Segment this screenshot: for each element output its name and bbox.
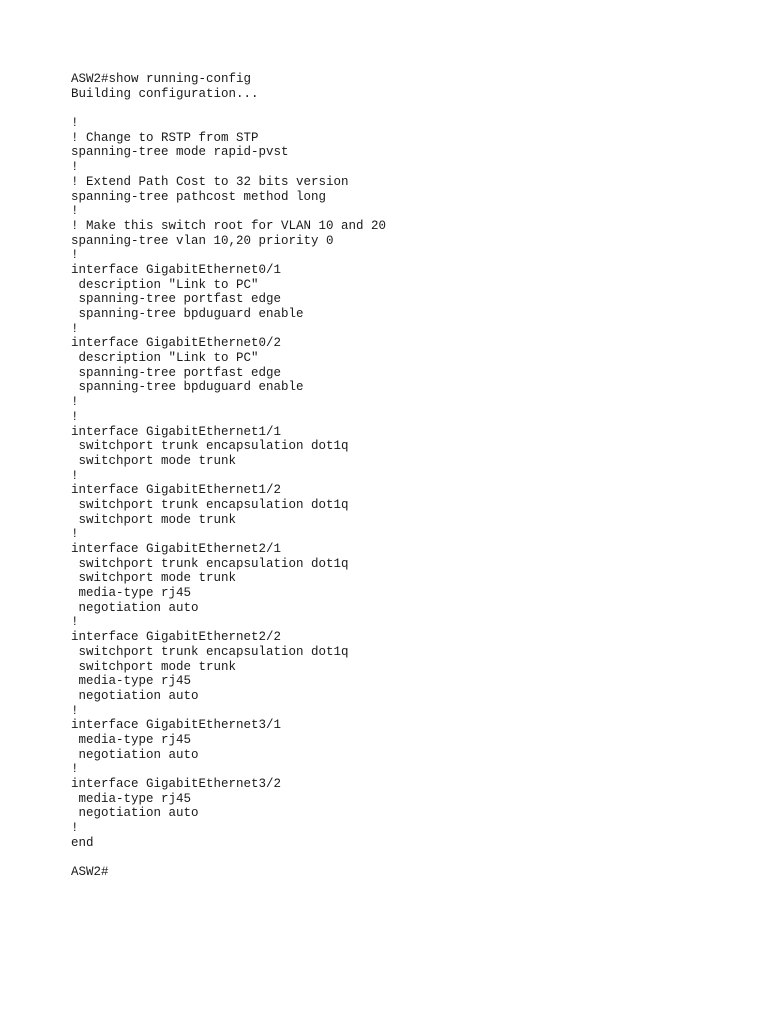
config-line: switchport mode trunk [71,659,237,674]
config-line: ! [71,468,79,483]
config-line: spanning-tree vlan 10,20 priority 0 [71,233,334,248]
config-line: switchport trunk encapsulation dot1q [71,497,349,512]
config-line: switchport trunk encapsulation dot1q [71,644,349,659]
config-line: interface GigabitEthernet0/1 [71,262,282,277]
config-line: media-type rj45 [71,791,192,806]
config-line: spanning-tree bpduguard enable [71,380,304,395]
config-line: ! [71,248,79,263]
config-line: ! Extend Path Cost to 32 bits version [71,174,349,189]
config-line: ! [71,703,79,718]
config-line: switchport mode trunk [71,512,237,527]
config-line: interface GigabitEthernet1/2 [71,483,282,498]
config-line: ASW2#show running-config [71,72,252,86]
config-line: interface GigabitEthernet2/1 [71,542,282,556]
config-line: media-type rj45 [71,586,192,601]
config-line: description "Link to PC" [71,277,259,292]
config-line: ! [71,395,79,410]
config-line: ! [71,204,79,219]
config-line: spanning-tree bpduguard enable [71,307,304,321]
config-line: ! [71,527,79,542]
config-line: negotiation auto [71,747,199,762]
config-line: description "Link to PC" [71,351,259,366]
config-line: interface GigabitEthernet3/1 [71,718,282,733]
config-line: ASW2# [71,865,109,880]
config-line: ! [71,116,79,131]
config-line: spanning-tree portfast edge [71,365,282,380]
config-line: ! [71,821,79,836]
config-listing [71,72,751,880]
config-line: switchport mode trunk [71,453,237,468]
config-line: interface GigabitEthernet0/2 [71,336,282,351]
config-line: negotiation auto [71,600,199,615]
config-line: interface GigabitEthernet1/1 [71,424,282,439]
config-line: spanning-tree portfast edge [71,292,282,307]
config-line [71,101,751,116]
config-line: ! Change to RSTP from STP [71,130,259,145]
config-line: end [71,835,94,850]
config-line: Building configuration... [71,86,259,101]
config-line: ! Make this switch root for VLAN 10 and 20 [71,218,387,233]
config-line: switchport trunk encapsulation dot1q [71,556,349,571]
config-line: interface GigabitEthernet3/2 [71,777,282,791]
config-line: switchport trunk encapsulation dot1q [71,439,349,454]
config-line: ! [71,160,79,175]
config-line: ! [71,409,79,424]
config-line: negotiation auto [71,688,199,703]
config-line: ! [71,321,79,336]
config-line: spanning-tree pathcost method long [71,189,327,204]
config-line: negotiation auto [71,806,199,821]
config-line: interface GigabitEthernet2/2 [71,630,282,645]
config-line [71,850,751,865]
config-line: switchport mode trunk [71,571,237,586]
config-line: media-type rj45 [71,674,192,689]
config-line: ! [71,615,79,630]
config-line: spanning-tree mode rapid-pvst [71,145,289,160]
config-line: ! [71,762,79,777]
config-line: media-type rj45 [71,732,192,747]
